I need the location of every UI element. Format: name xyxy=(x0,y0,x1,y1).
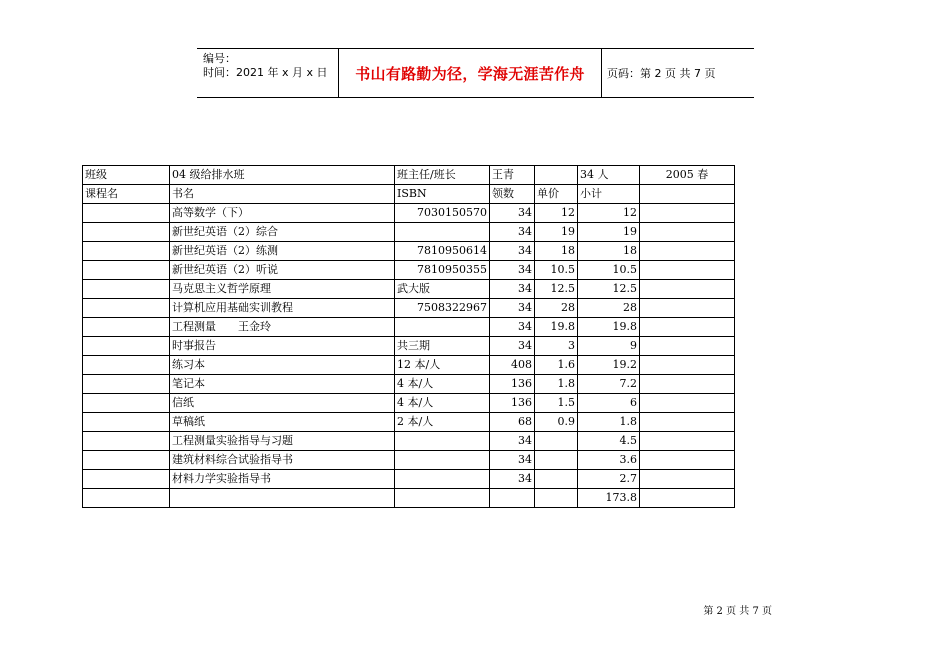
header-divider xyxy=(601,49,602,97)
table-cell: 19.8 xyxy=(535,318,578,337)
table-cell xyxy=(83,299,170,318)
table-cell: 6 xyxy=(578,394,640,413)
table-cell xyxy=(83,242,170,261)
table-cell: 王青 xyxy=(490,166,535,185)
table-cell: 34 xyxy=(490,451,535,470)
table-cell xyxy=(640,356,735,375)
table-cell xyxy=(535,432,578,451)
table-cell xyxy=(83,432,170,451)
table-row xyxy=(83,318,735,337)
table-cell: 书名 xyxy=(170,185,395,204)
textbook-table xyxy=(82,165,735,508)
table-cell: 10.5 xyxy=(535,261,578,280)
document-header xyxy=(197,48,754,98)
table-cell: 武大版 xyxy=(395,280,490,299)
table-cell xyxy=(640,489,735,508)
table-cell: 新世纪英语（2）综合 xyxy=(170,223,395,242)
time-label: 时间：2021 年 x 月 x 日 xyxy=(203,66,328,79)
table-row xyxy=(83,394,735,413)
table-cell: 4.5 xyxy=(578,432,640,451)
table-cell xyxy=(395,451,490,470)
table-cell xyxy=(640,451,735,470)
table-row xyxy=(83,489,735,508)
table-header-row xyxy=(83,185,735,204)
table-cell: 1.5 xyxy=(535,394,578,413)
table-cell: 173.8 xyxy=(578,489,640,508)
table-cell: 2 本/人 xyxy=(395,413,490,432)
table-cell: 新世纪英语（2）听说 xyxy=(170,261,395,280)
table-cell xyxy=(640,185,735,204)
table-cell: 2.7 xyxy=(578,470,640,489)
page-footer: 第 2 页 共 7 页 xyxy=(703,606,772,617)
table-cell: 34 xyxy=(490,432,535,451)
table-cell xyxy=(83,337,170,356)
table-cell xyxy=(640,204,735,223)
table-row xyxy=(83,223,735,242)
table-cell: 34 xyxy=(490,204,535,223)
table-cell xyxy=(83,204,170,223)
table-cell: 7030150570 xyxy=(395,204,490,223)
table-cell: 3 xyxy=(535,337,578,356)
table-cell: 10.5 xyxy=(578,261,640,280)
table-cell: 18 xyxy=(578,242,640,261)
table-cell: 工程测量实验指导与习题 xyxy=(170,432,395,451)
table-cell: 12 xyxy=(535,204,578,223)
table-cell: 136 xyxy=(490,375,535,394)
table-cell: 0.9 xyxy=(535,413,578,432)
table-cell: 1.6 xyxy=(535,356,578,375)
table-cell: 新世纪英语（2）练测 xyxy=(170,242,395,261)
table-cell: 共三期 xyxy=(395,337,490,356)
table-cell: 408 xyxy=(490,356,535,375)
table-row xyxy=(83,242,735,261)
table-cell: 7508322967 xyxy=(395,299,490,318)
table-cell: 19.2 xyxy=(578,356,640,375)
table-cell: 34 xyxy=(490,261,535,280)
table-cell: 7810950355 xyxy=(395,261,490,280)
table-cell xyxy=(83,375,170,394)
table-cell xyxy=(535,470,578,489)
table-cell: 04 级给排水班 xyxy=(170,166,395,185)
table-cell xyxy=(535,166,578,185)
table-cell: ISBN xyxy=(395,185,490,204)
table-cell xyxy=(640,413,735,432)
table-cell: 4 本/人 xyxy=(395,394,490,413)
table-cell: 34 人 xyxy=(578,166,640,185)
table-cell xyxy=(640,280,735,299)
table-cell: 28 xyxy=(578,299,640,318)
table-row xyxy=(83,261,735,280)
table-cell: 19 xyxy=(578,223,640,242)
table-cell: 笔记本 xyxy=(170,375,395,394)
table-row xyxy=(83,375,735,394)
table-row xyxy=(83,413,735,432)
table-cell xyxy=(640,242,735,261)
table-row xyxy=(83,337,735,356)
table-cell: 4 本/人 xyxy=(395,375,490,394)
table-cell xyxy=(640,394,735,413)
table-cell: 1.8 xyxy=(535,375,578,394)
table-cell xyxy=(83,223,170,242)
header-motto: 书山有路勤为径，学海无涯苦作舟 xyxy=(355,64,585,83)
table-cell: 12 xyxy=(578,204,640,223)
table-cell xyxy=(640,470,735,489)
table-row xyxy=(83,280,735,299)
table-cell: 时事报告 xyxy=(170,337,395,356)
table-cell xyxy=(83,318,170,337)
table-cell xyxy=(83,261,170,280)
table-cell: 2005 春 xyxy=(640,166,735,185)
table-cell: 19.8 xyxy=(578,318,640,337)
table-cell: 12 本/人 xyxy=(395,356,490,375)
table-cell: 34 xyxy=(490,337,535,356)
header-page-code: 页码：第 2 页 共 7 页 xyxy=(607,67,716,80)
table-cell xyxy=(83,356,170,375)
header-meta xyxy=(203,52,328,80)
table-row xyxy=(83,432,735,451)
table-cell: 计算机应用基础实训教程 xyxy=(170,299,395,318)
table-cell: 34 xyxy=(490,470,535,489)
table-cell: 18 xyxy=(535,242,578,261)
table-cell: 高等数学（下） xyxy=(170,204,395,223)
table-cell: 7.2 xyxy=(578,375,640,394)
table-cell: 班级 xyxy=(83,166,170,185)
table-cell: 工程测量 王金玲 xyxy=(170,318,395,337)
table-cell xyxy=(640,261,735,280)
table-cell: 课程名 xyxy=(83,185,170,204)
table-row xyxy=(83,356,735,375)
table-cell: 信纸 xyxy=(170,394,395,413)
table-cell xyxy=(83,470,170,489)
table-cell xyxy=(395,489,490,508)
table-cell xyxy=(83,413,170,432)
table-cell: 12.5 xyxy=(535,280,578,299)
table-cell: 19 xyxy=(535,223,578,242)
table-cell: 34 xyxy=(490,299,535,318)
table-cell: 建筑材料综合试验指导书 xyxy=(170,451,395,470)
table-cell: 1.8 xyxy=(578,413,640,432)
table-cell: 12.5 xyxy=(578,280,640,299)
table-cell: 班主任/班长 xyxy=(395,166,490,185)
table-cell: 34 xyxy=(490,280,535,299)
table-cell: 136 xyxy=(490,394,535,413)
table-cell xyxy=(640,223,735,242)
table-cell xyxy=(535,451,578,470)
table-row xyxy=(83,299,735,318)
table-cell xyxy=(640,375,735,394)
table-cell: 9 xyxy=(578,337,640,356)
table-cell xyxy=(83,451,170,470)
table-cell xyxy=(640,318,735,337)
table-cell: 7810950614 xyxy=(395,242,490,261)
table-cell xyxy=(640,337,735,356)
table-cell: 材料力学实验指导书 xyxy=(170,470,395,489)
table-cell xyxy=(170,489,395,508)
table-cell: 小计 xyxy=(578,185,640,204)
table-cell xyxy=(490,489,535,508)
table-cell: 草稿纸 xyxy=(170,413,395,432)
table-cell xyxy=(83,394,170,413)
table-cell: 单价 xyxy=(535,185,578,204)
table-cell xyxy=(83,489,170,508)
table-cell xyxy=(535,489,578,508)
table-cell: 34 xyxy=(490,242,535,261)
table-cell xyxy=(640,432,735,451)
table-cell: 28 xyxy=(535,299,578,318)
table-cell xyxy=(395,223,490,242)
table-cell xyxy=(640,299,735,318)
table-cell: 3.6 xyxy=(578,451,640,470)
table-cell xyxy=(395,432,490,451)
table-cell: 练习本 xyxy=(170,356,395,375)
table-cell: 34 xyxy=(490,223,535,242)
table-cell xyxy=(83,280,170,299)
table-cell: 马克思主义哲学原理 xyxy=(170,280,395,299)
table-row xyxy=(83,204,735,223)
number-label: 编号： xyxy=(203,52,236,65)
table-row xyxy=(83,470,735,489)
table-cell: 34 xyxy=(490,318,535,337)
table-row xyxy=(83,451,735,470)
table-cell: 领数 xyxy=(490,185,535,204)
class-info-row xyxy=(83,166,735,185)
table-cell xyxy=(395,318,490,337)
table-cell: 68 xyxy=(490,413,535,432)
table-cell xyxy=(395,470,490,489)
